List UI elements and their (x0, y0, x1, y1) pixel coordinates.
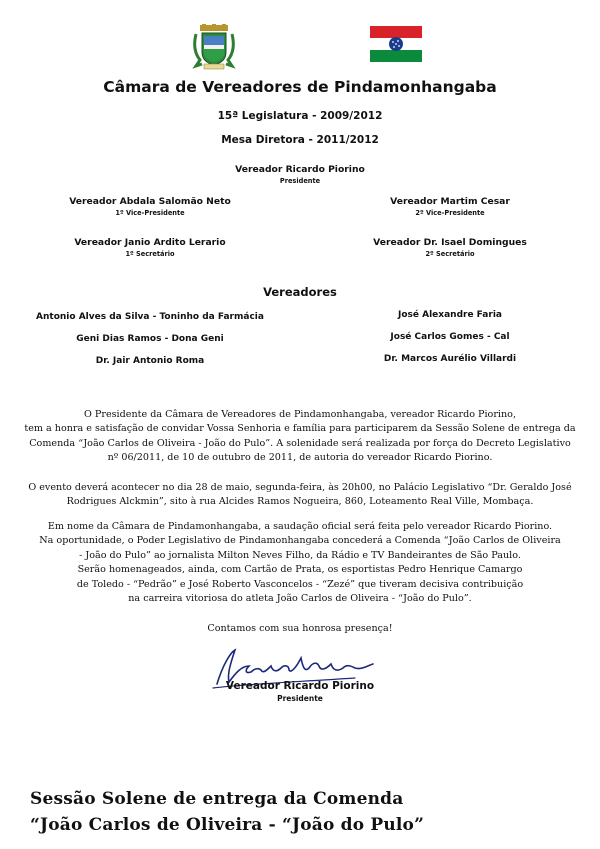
council-title: Vereadores (263, 285, 337, 299)
text-line: na carreira vitoriosa do atleta João Carlos de Oliveira - “João do Pulo”. (128, 593, 472, 605)
flag-icon (370, 26, 422, 62)
council-member: Dr. Marcos Aurélio Villardi (383, 354, 517, 364)
secretary-1-role: 1º Secretário (125, 250, 175, 258)
text-line: Em nome da Câmara de Pindamonhangaba, a saudação oficial será feita pelo vereador Ricardo Piorino. (47, 521, 553, 532)
invitation-paragraph-1 (20, 408, 580, 466)
invitation-paragraph-2 (20, 481, 580, 510)
closing-line: Contamos com sua honrosa presença! (207, 623, 393, 634)
text-line: Na oportunidade, o Poder Legislativo de Pindamonhangaba concederá a Comenda “João Carlos de Oliveira (39, 535, 561, 547)
vice-president-1-name: Vereador Abdala Salomão Neto (69, 196, 231, 207)
invitation-paragraph-3 (20, 520, 580, 606)
vice-president-2-role: 2º Vice-Presidente (415, 209, 485, 217)
coat-of-arms-icon (190, 24, 238, 70)
president-role: Presidente (279, 177, 321, 185)
text-line: - João do Pulo” ao jornalista Milton Neves Filho, da Rádio e TV Bandeirantes de São Paulo. (79, 549, 521, 561)
legislature-line: 15ª Legislatura - 2009/2012 (217, 110, 383, 122)
council-member: Antonio Alves da Silva - Toninho da Farmácia (36, 312, 264, 322)
text-line: nº 06/2011, de 10 de outubro de 2011, de autoria do vereador Ricardo Piorino. (107, 452, 493, 464)
secretary-2-role: 2º Secretário (425, 250, 475, 258)
secretary-1-name: Vereador Janio Ardito Lerario (74, 237, 226, 248)
secretary-1-block (50, 237, 250, 258)
signer-block (190, 680, 410, 703)
text-line: de Toledo - “Pedrão” e José Roberto Vasconcelos - “Zezé” que tiveram decisiva contribuição (76, 578, 524, 590)
chamber-title: Câmara de Vereadores de Pindamonhangaba (103, 78, 497, 96)
footer-title-line-2: “João Carlos de Oliveira - “João do Pulo” (30, 815, 425, 835)
council-member: José Alexandre Faria (398, 310, 502, 320)
footer-title-line-1: Sessão Solene de entrega da Comenda (30, 789, 404, 809)
text-line: Rodrigues Alckmin”, sito à rua Alcides Ramos Nogueira, 860, Loteamento Real Ville, Mombaça. (66, 496, 534, 508)
text-line: Serão homenageados, ainda, com Cartão de Prata, os esportistas Pedro Henrique Camargo (77, 564, 523, 576)
secretary-2-name: Vereador Dr. Isael Domingues (373, 237, 527, 248)
board-line: Mesa Diretora - 2011/2012 (221, 134, 379, 146)
president-name: Vereador Ricardo Piorino (235, 164, 365, 175)
council-member: José Carlos Gomes - Cal (390, 332, 510, 342)
vice-president-2-block (350, 196, 550, 217)
council-member: Geni Dias Ramos - Dona Geni (76, 334, 224, 344)
vice-president-2-name: Vereador Martim Cesar (390, 196, 510, 207)
vice-president-1-role: 1º Vice-Presidente (115, 209, 185, 217)
president-block (0, 164, 600, 185)
vice-president-1-block (50, 196, 250, 217)
secretary-2-block (350, 237, 550, 258)
council-member: Dr. Jair Antonio Roma (95, 356, 205, 366)
text-line: Comenda “João Carlos de Oliveira - João do Pulo”. A solenidade será realizada por força do Decreto Legislativo (29, 437, 571, 449)
signer-name: Vereador Ricardo Piorino (225, 680, 375, 692)
signer-role: Presidente (277, 694, 323, 703)
text-line: O evento deverá acontecer no dia 28 de maio, segunda-feira, às 20h00, no Palácio Legislativo “Dr. Geraldo José (28, 482, 572, 493)
text-line: tem a honra e satisfação de convidar Vossa Senhoria e família para participarem da Sessão Solene de entrega da (24, 423, 576, 435)
text-line: O Presidente da Câmara de Vereadores de Pindamonhangaba, vereador Ricardo Piorino, (84, 409, 516, 420)
